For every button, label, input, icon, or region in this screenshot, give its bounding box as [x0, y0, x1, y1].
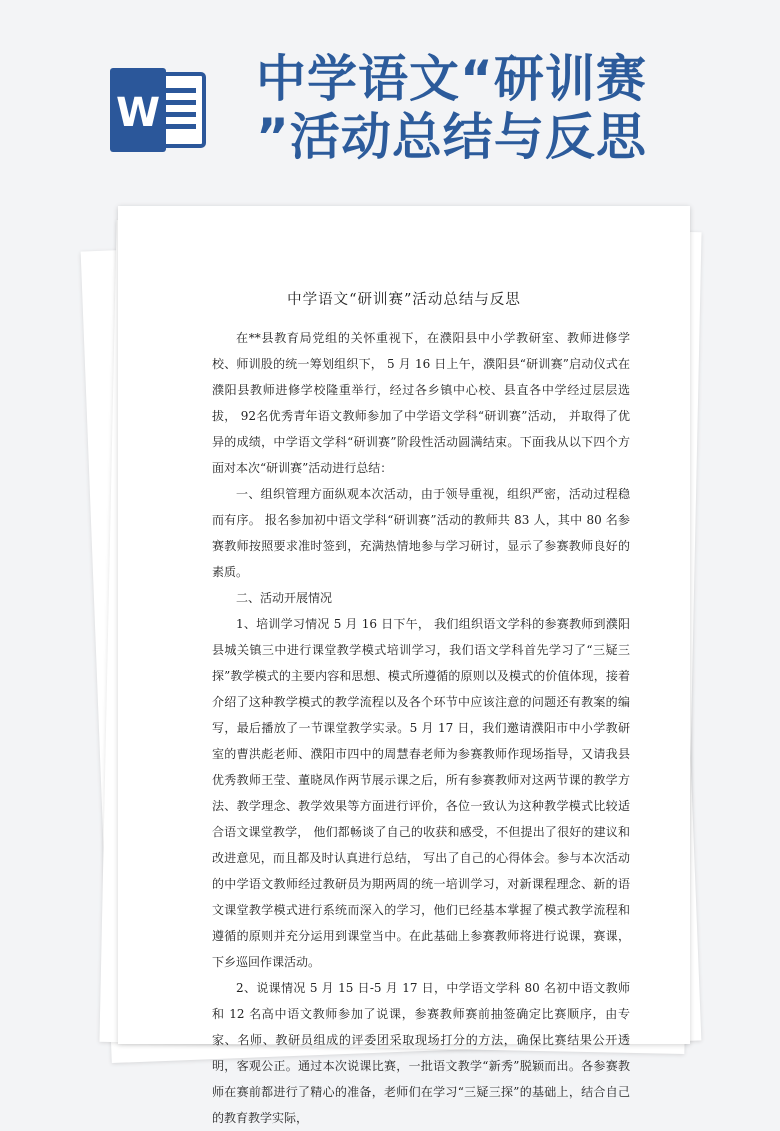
document-body [212, 325, 630, 1131]
svg-text:W: W [115, 90, 161, 136]
paragraph-lecture: 2、说课情况 5 月 15 日-5 月 17 日，中学语文学科 80 名初中语文教师和 12 名高中语文教师参加了说课，参赛教师赛前抽签确定比赛顺序，由专家、名师、教研员组成的评委团采取现场打分的方法，确保比赛结果公开透明，客观公正。通过本次说课比赛，一批语文教学“新秀”脱颖而出。各参赛教师在赛前都进行了精心的准备，老师们在学习“三疑三探”的基础上，结合自己的教育教学实际， [212, 981, 630, 1125]
title-line-2: ”活动总结与反思 [256, 108, 647, 166]
paragraph-training: 1、培训学习情况 5 月 16 日下午， 我们组织语文学科的参赛教师到濮阳县城关镇三中进行课堂教学模式培训学习，我们语文学科首先学习了“三疑三探”教学模式的主要内容和思想、模式所遵循的原则以及模式的价值体现，接着介绍了这种教学模式的教学流程以及各个环节中应该注意的问题还有教案的编写，最后播放了一节课堂教学实录。5 月 17 日，我们邀请濮阳市中小学教研室的曹洪彪老师、濮阳市四中的周慧春老师为参赛教师作现场指导，又请我县优秀教师王莹、董晓凤作两节展示课之后，所有参赛教师对这两节课的教学方法、教学理念、教学效果等方面进行评价，各位一致认为这种教学模式比较适合语文课堂教学， 他们都畅谈了自己的收获和感受，不但提出了很好的建议和改进意见，而且都及时认真进行总结， 写出了自己的心得体会。参与本次活动的中学语文教师经过教研员为期两周的统一培训学习，对新课程理念、新的语文课堂教学模式进行系统而深入的学习，他们已经基本掌握了模式教学流程和遵循的原则并充分运用到课堂当中。在此基础上参赛教师将进行说课，赛课，下乡巡回作课活动。 [212, 617, 630, 969]
paragraph-section-heading: 二、活动开展情况 [236, 591, 333, 605]
page-title [256, 50, 756, 166]
document-page [118, 206, 690, 1125]
paragraph-organization: 一、组织管理方面纵观本次活动，由于领导重视，组织严密，活动过程稳而有序。 报名参加初中语文学科“研训赛”活动的教师共 83 人，其中 80 名参赛教师按照要求准时签到，充满热情地参与学习研讨，显示了参赛教师良好的素质。 [212, 487, 630, 579]
word-document-icon [108, 68, 208, 152]
header-banner [0, 0, 780, 200]
title-line-1: 中学语文“研训赛 [256, 50, 647, 108]
paragraph-intro: 在**县教育局党组的关怀重视下，在濮阳县中小学教研室、教师进修学校、师训股的统一筹划组织下， 5 月 16 日上午，濮阳县“研训赛”启动仪式在濮阳县教师进修学校隆重举行，经过各乡镇中心校、县直各中学经过层层选拔， 92名优秀青年语文教师参加了中学语文学科“研训赛”活动， 并取得了优异的成绩，中学语文学科“研训赛”阶段性活动圆满结束。下面我从以下四个方面对本次“研训赛”活动进行总结： [212, 331, 630, 475]
document-title: 中学语文“研训赛”活动总结与反思 [287, 292, 521, 308]
